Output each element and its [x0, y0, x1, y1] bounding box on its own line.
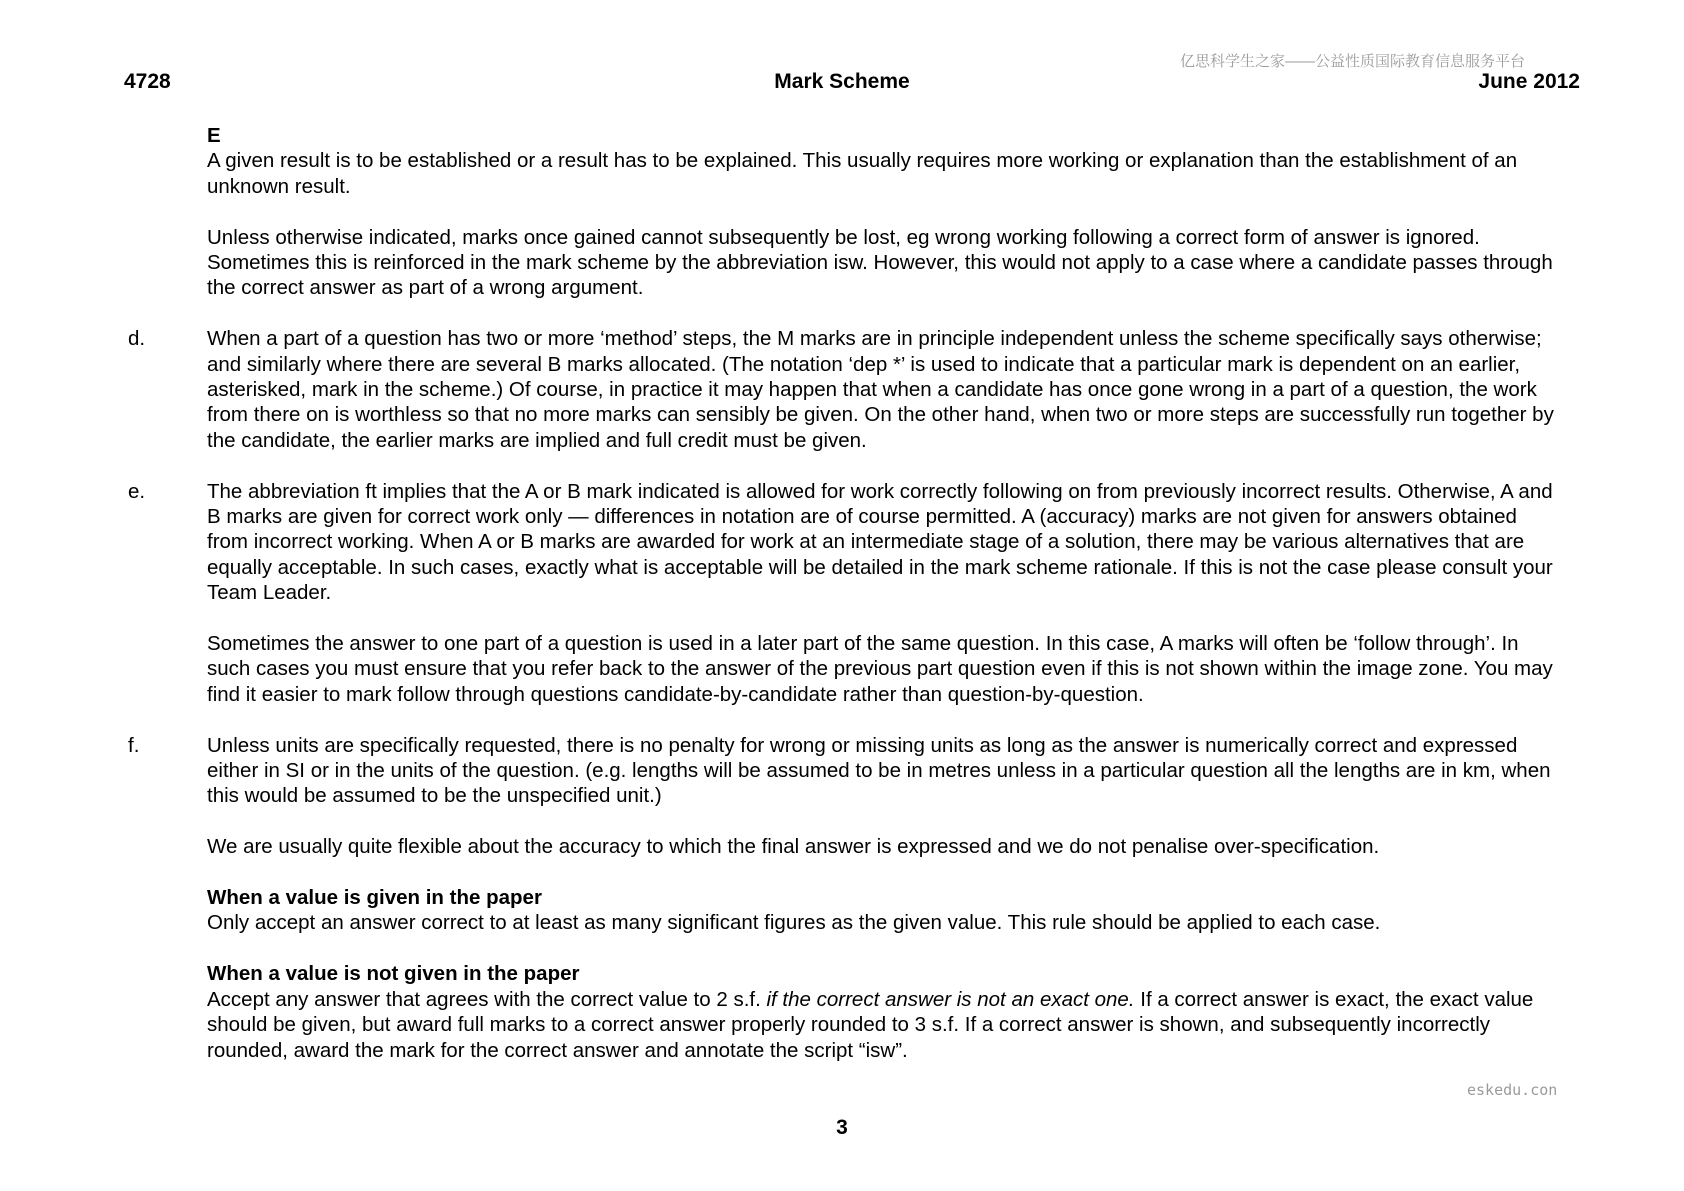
section-heading: E — [207, 124, 221, 147]
page-content — [0, 123, 1684, 1088]
document-title: Mark Scheme — [774, 70, 910, 93]
document-date: June 2012 — [1478, 70, 1580, 93]
paragraph: A given result is to be established or a result has to be explained. This usually requires more working or explanation than the establishment of an unknown result. — [207, 149, 1518, 198]
text-run: If a correct answer is exact, the exact value should be given, but award full marks to a correct answer properly rounded to 3 s.f. If a correct answer is shown, and subsequently incorrectly rounded, award the mark for the correct answer and annotate the script “isw”. — [207, 987, 1534, 1062]
paragraph: Sometimes the answer to one part of a question is used in a later part of the same question. In this case, A marks will often be ‘follow through’. In such cases you must ensure that you refer back to the answer of the previous part question even if this is not shown within the image zone. You may find it easier to mark follow through questions candidate-by-candidate rather than question-by-question. — [207, 632, 1553, 706]
watermark-bottom: eskedu.con — [1467, 1081, 1558, 1099]
paragraph: When a part of a question has two or more ‘method’ steps, the M marks are in principle independent unless the scheme specifically says otherwise; and similarly where there are several B marks allocated. (The notation ‘dep *’ is used to indicate that a particular mark is dependent on an earlier, asterisked, mark in the scheme.) Of course, in practice it may happen that when a candidate has once gone wrong in a part of a question, the work from there on is worthless so that no more marks can sensibly be given. On the other hand, when two or more steps are successfully run together by the candidate, the earlier marks are implied and full credit must be given. — [207, 327, 1554, 452]
subheading: When a value is given in the paper — [207, 886, 542, 910]
section-label: e. — [128, 479, 146, 503]
paragraph: Unless units are specifically requested, there is no penalty for wrong or missing units as long as the answer is numerically correct and expressed either in SI or in the units of the question. (e.g. lengths will be assumed to be in metres unless in a particular question all the lengths are in km, when this would be assumed to be the unspecified unit.) — [207, 733, 1551, 808]
paragraph: The abbreviation ft implies that the A or B mark indicated is allowed for work correctly following on from previously incorrect results. Otherwise, A and B marks are given for correct work only — differences in notation are of course permitted. A (accuracy) marks are not given for answers obtained from incorrect working. When A or B marks are awarded for work at an intermediate stage of a solution, there may be various alternatives that are equally acceptable. In such cases, exactly what is acceptable will be detailed in the mark scheme rationale. If this is not the case please consult your Team Leader. — [207, 479, 1553, 605]
paragraph: Only accept an answer correct to at least as many significant figures as the given value. This rule should be applied to each case. — [207, 911, 1381, 935]
section-label: d. — [128, 327, 146, 351]
paragraph: We are usually quite flexible about the accuracy to which the final answer is expressed and we do not penalise over-specification. — [207, 835, 1380, 859]
subheading: When a value is not given in the paper — [207, 962, 580, 986]
section-label: f. — [128, 733, 140, 757]
section-e-intro — [0, 123, 1557, 301]
section-f — [0, 733, 1557, 1063]
value-not-given-block — [207, 961, 1557, 1063]
paragraph — [207, 987, 1557, 1063]
text-run: Accept any answer that agrees with the correct value to 2 s.f. — [207, 987, 767, 1011]
italic-text-run: if the correct answer is not an exact one. — [766, 987, 1135, 1011]
watermark-top: 亿思科学生之家——公益性质国际教育信息服务平台 — [1180, 53, 1526, 70]
paragraph: Unless otherwise indicated, marks once gained cannot subsequently be lost, eg wrong working following a correct form of answer is ignored. Sometimes this is reinforced in the mark scheme by the abbreviation isw. However, this would not apply to a case where a candidate passes through the correct answer as part of a wrong argument. — [207, 225, 1553, 300]
document-code: 4728 — [124, 70, 171, 93]
section-e — [0, 479, 1557, 708]
section-d — [0, 326, 1557, 453]
value-given-block — [207, 885, 1557, 936]
page-number: 3 — [836, 1116, 848, 1139]
